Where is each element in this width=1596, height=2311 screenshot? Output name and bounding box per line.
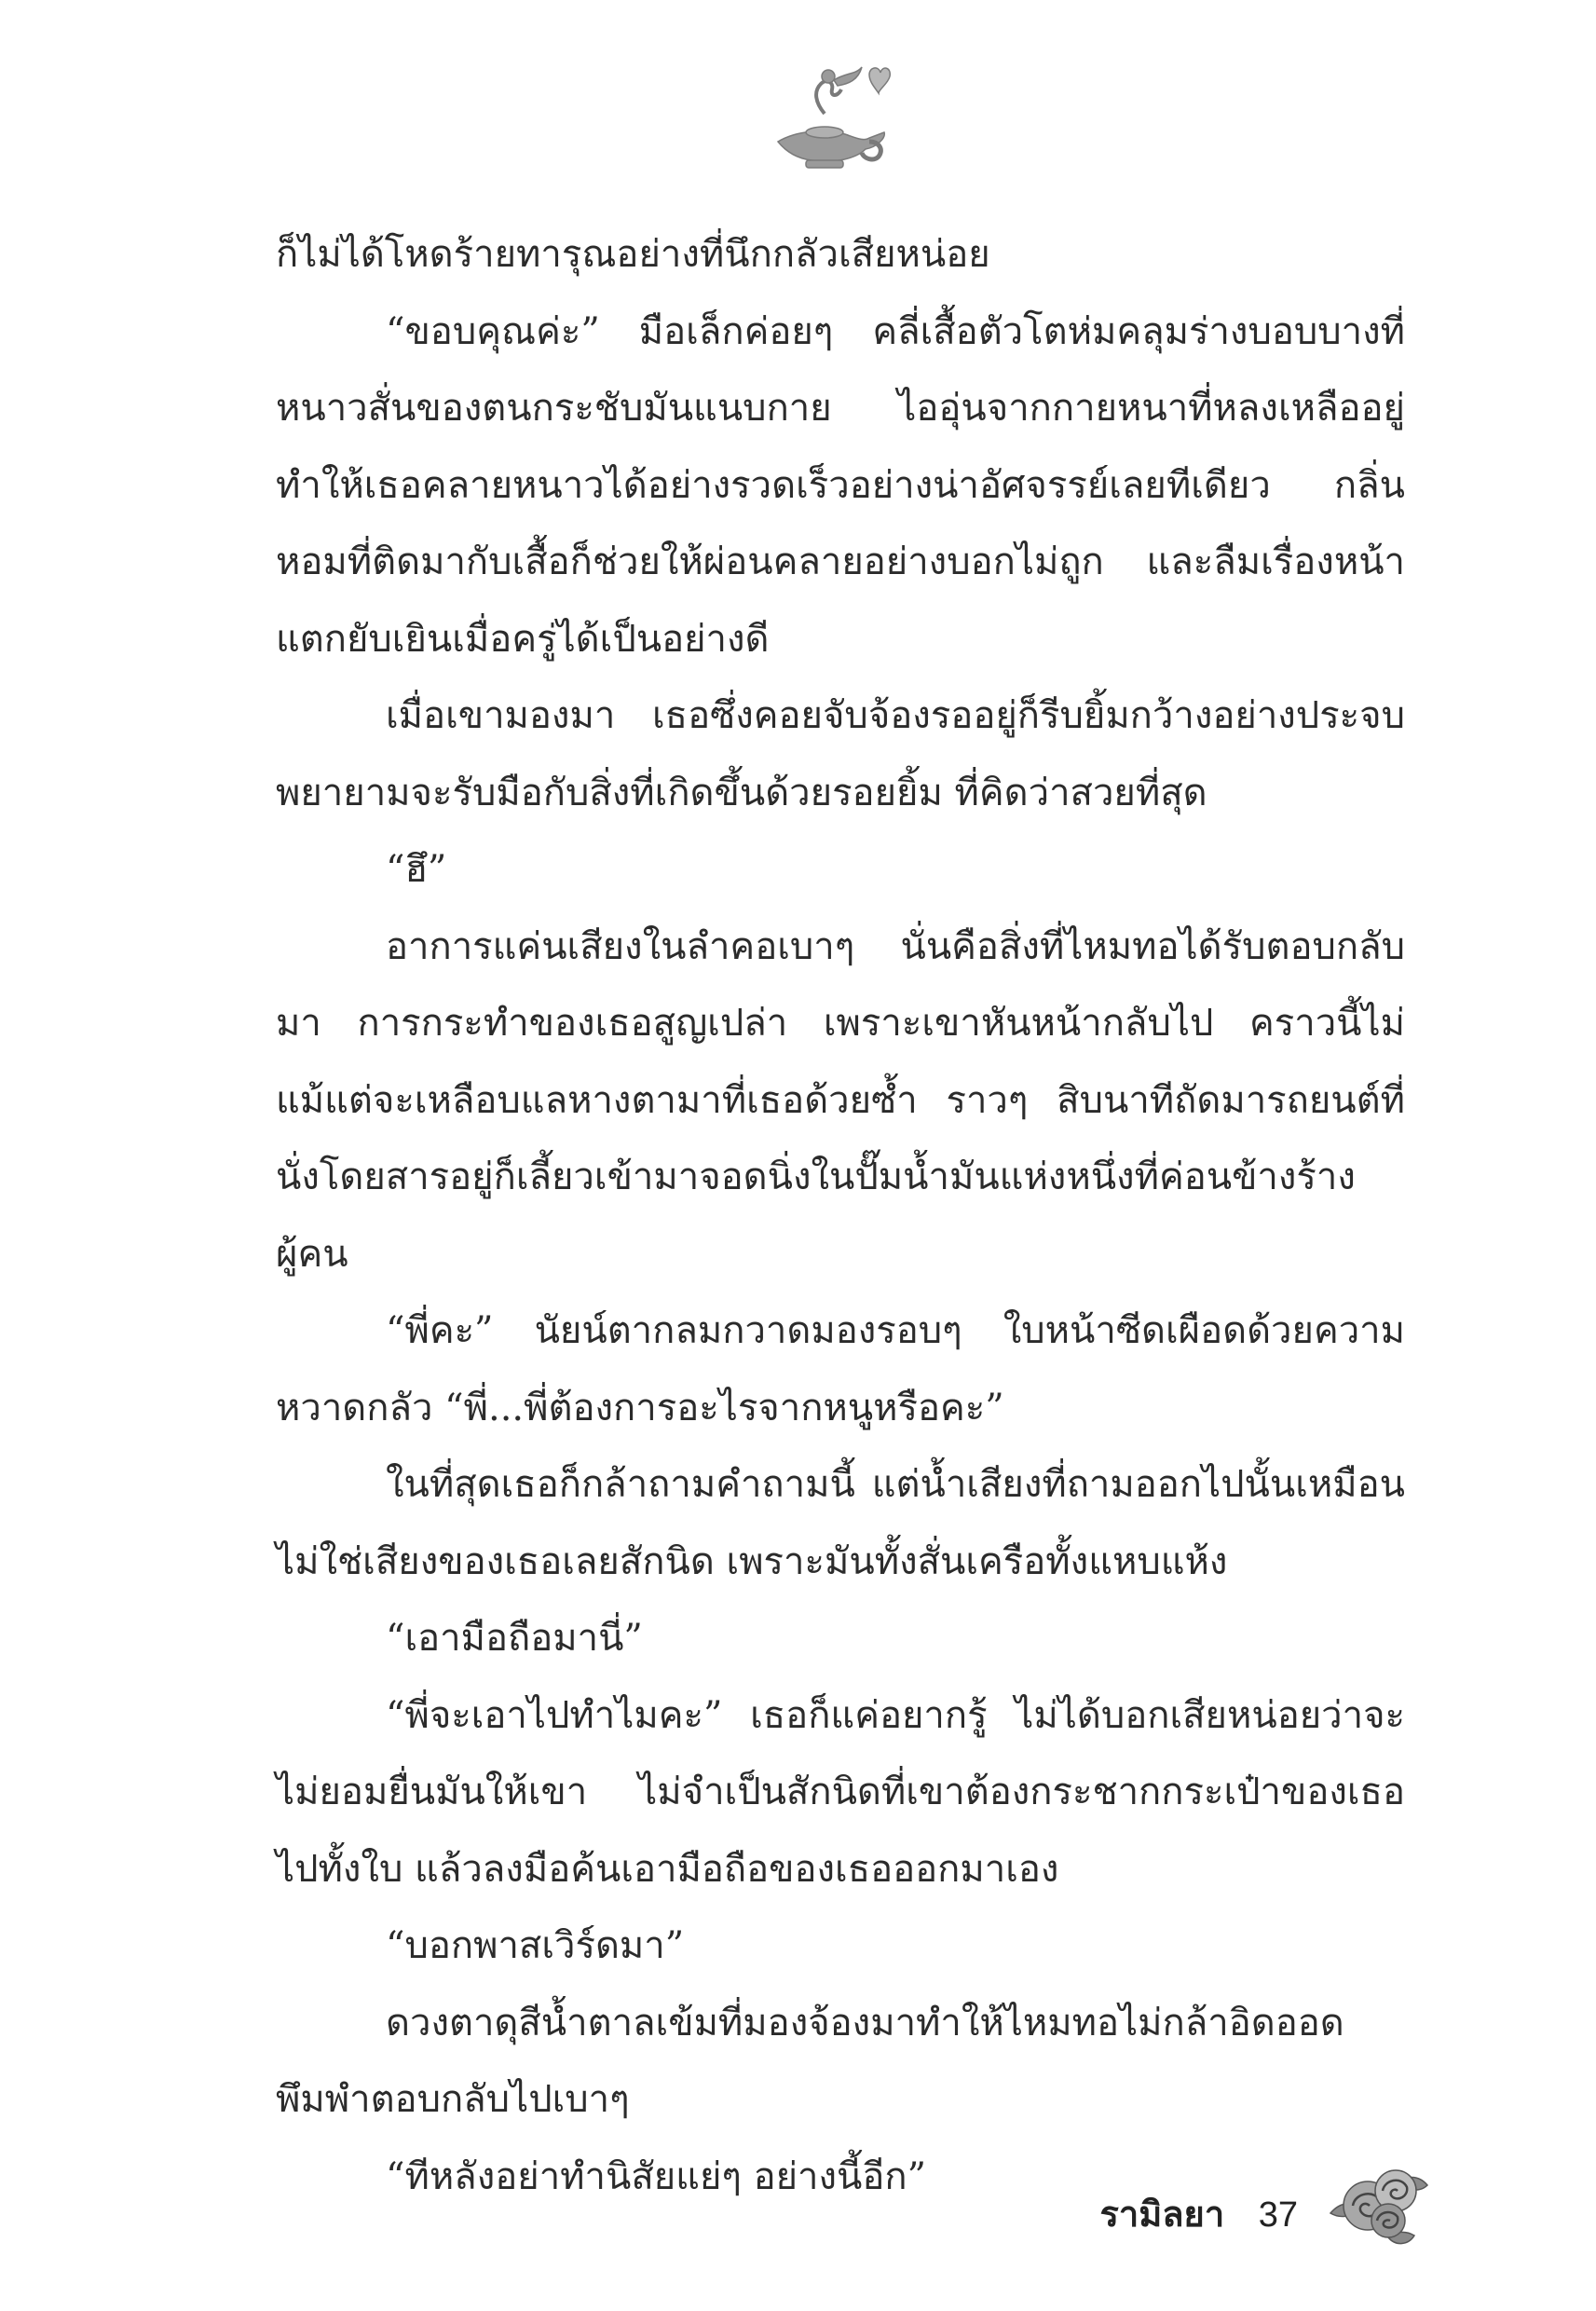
body-text [276, 216, 1405, 2215]
paragraph: “เอามือถือมานี่” [386, 1617, 643, 1660]
paragraph: เมื่อเขามองมา เธอซึ่งคอยจับจ้องรออยู่ก็รีบยิ้มกว้างอย่างประจบพยายามจะรับมือกับสิ่งที่เกิดขึ้นด้วยรอยยิ้ม ที่คิดว่าสวยที่สุด [276, 694, 1405, 814]
paragraph: “ทีหลังอย่าทำนิสัยแย่ๆ อย่างนี้อีก” [386, 2154, 927, 2198]
paragraph: “ขอบคุณค่ะ” มือเล็กค่อยๆ คลี่เสื้อตัวโตห่มคลุมร่างบอบบางที่หนาวสั่นของตนกระชับมันแนบกาย ไออุ่นจากกายหนาที่หลงเหลืออยู่ทำให้เธอคลายหนาวได้อย่างรวดเร็วอย่างน่าอัศจรรย์เลยทีเดียว กลิ่นหอมที่ติดมากับเสื้อก็ช่วยให้ผ่อนคลายอย่างบอกไม่ถูก และลืมเรื่องหน้าแตกยับเยินเมื่อครู่ได้เป็นอย่างดี [276, 309, 1405, 661]
paragraph: “พี่คะ” นัยน์ตากลมกวาดมองรอบๆ ใบหน้าซีดเผือดด้วยความหวาดกลัว “พี่...พี่ต้องการอะไรจากหนูหรือคะ” [276, 1309, 1405, 1429]
page-number: 37 [1258, 2195, 1298, 2235]
paragraph: “บอกพาสเวิร์ดมา” [386, 1924, 685, 1967]
rose-icon [1323, 2148, 1435, 2250]
paragraph: ก็ไม่ได้โหดร้ายทารุณอย่างที่นึกกลัวเสียหน่อย [276, 233, 990, 276]
paragraph: “ฮึ” [386, 848, 447, 891]
paragraph: ในที่สุดเธอก็กล้าถามคำถามนี้ แต่น้ำเสียงที่ถามออกไปนั้นเหมือนไม่ใช่เสียงของเธอเลยสักนิด เพราะมันทั้งสั่นเครือทั้งแหบแห้ง [276, 1463, 1405, 1583]
paragraph: อาการแค่นเสียงในลำคอเบาๆ นั่นคือสิ่งที่ไหมทอได้รับตอบกลับมา การกระทำของเธอสูญเปล่า เพราะเขาหันหน้ากลับไป คราวนี้ไม่แม้แต่จะเหลือบแลหางตามาที่เธอด้วยซ้ำ ราวๆ สิบนาทีถัดมารถยนต์ที่นั่งโดยสารอยู่ก็เลี้ยวเข้ามาจอดนิ่งในปั๊มน้ำมันแห่งหนึ่งที่ค่อนข้างร้างผู้คน [276, 924, 1405, 1276]
paragraph: “พี่จะเอาไปทำไมคะ” เธอก็แค่อยากรู้ ไม่ได้บอกเสียหน่อยว่าจะไม่ยอมยื่นมันให้เขา ไม่จำเป็นสักนิดที่เขาต้องกระชากกระเป๋าของเธอไปทั้งใบ แล้วลงมือค้นเอามือถือของเธอออกมาเอง [276, 1693, 1405, 1891]
book-title: รามิลยา [1099, 2195, 1225, 2235]
page-footer [1099, 2185, 1298, 2242]
paragraph: ดวงตาดุสีน้ำตาลเข้มที่มองจ้องมาทำให้ไหมทอไม่กล้าอิดออดพึมพำตอบกลับไปเบาๆ [276, 2001, 1344, 2121]
magic-lamp-cupid-icon [759, 56, 899, 177]
